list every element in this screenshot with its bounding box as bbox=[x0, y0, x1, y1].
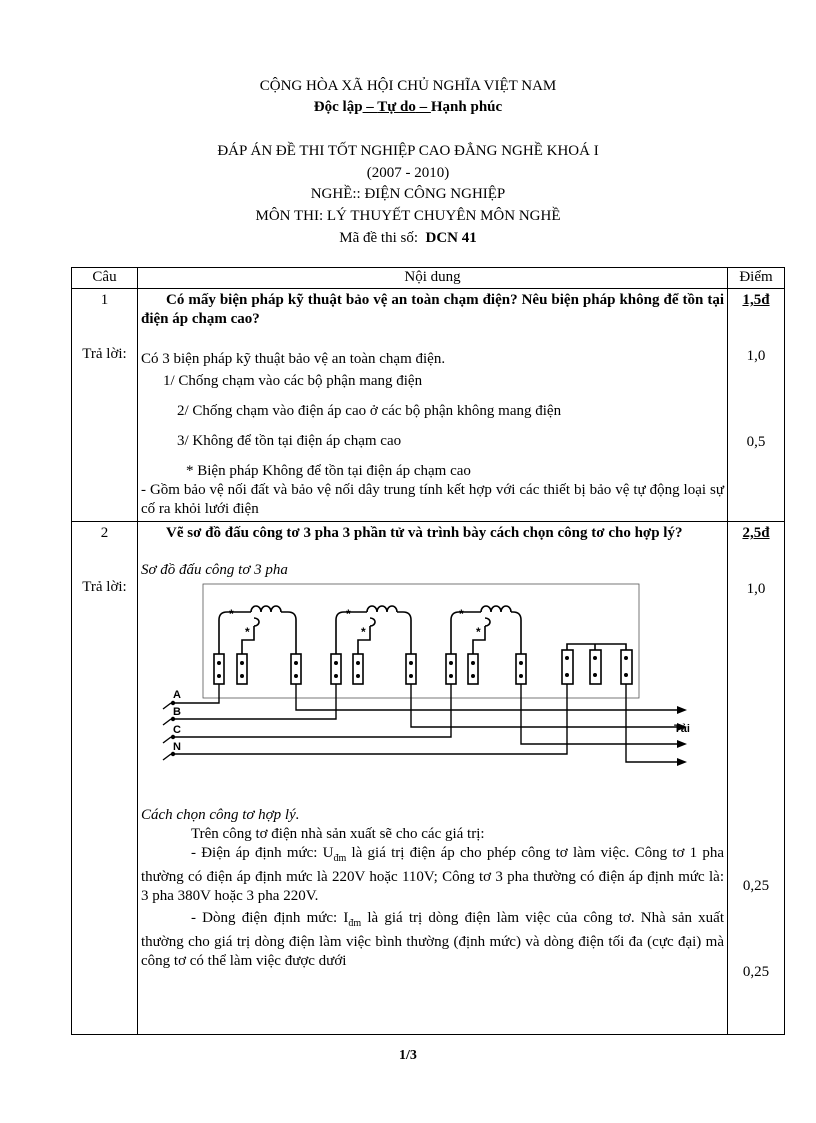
supply-lines bbox=[163, 684, 567, 760]
q2-para-current: - Dòng điện định mức: $I_{đm}$ là giá trị dòng điện làm việc của công tơ. Nhà sản xuất thường cho giá trị dòng điện làm việc bình thường (định mức) và dòng điện tối đa (cực đại) mà công tơ có thể làm việc được dưới bbox=[141, 910, 724, 969]
meter-wiring-diagram bbox=[141, 582, 701, 802]
q2-cell-content bbox=[138, 522, 728, 1035]
line-label-a: A bbox=[173, 689, 181, 701]
q1-cell-score bbox=[728, 289, 785, 522]
line-label-c: C bbox=[173, 724, 181, 736]
polarity-mark-1b: * bbox=[245, 625, 250, 639]
answer-table bbox=[71, 267, 785, 1035]
q1-row bbox=[72, 289, 785, 522]
q2-score-c: 0,25 bbox=[742, 964, 770, 980]
q2-number: 2 bbox=[100, 525, 109, 541]
q2-score-a: 1,0 bbox=[746, 581, 766, 597]
q1-score: 1,5đ bbox=[742, 292, 770, 308]
motto-freedom: Tự do bbox=[377, 99, 416, 115]
col-header-content: Nội dung bbox=[138, 268, 728, 289]
q1-question: Có mấy biện pháp kỹ thuật bảo vệ an toàn chạm điện? Nêu biện pháp không để tồn tại điện áp chạm cao? bbox=[141, 292, 724, 327]
polarity-mark-1a: * bbox=[229, 607, 234, 621]
doc-code bbox=[0, 228, 816, 248]
country-name: CỘNG HÒA XÃ HỘI CHỦ NGHĨA VIỆT NAM bbox=[259, 78, 557, 94]
q2-cell-score bbox=[728, 522, 785, 1035]
load-arrowheads bbox=[677, 706, 687, 766]
q2-score: 2,5đ bbox=[742, 525, 770, 541]
q2-row bbox=[72, 522, 785, 1035]
code-label: Mã đề thi số: bbox=[339, 230, 418, 246]
q2-para-voltage: - Điện áp định mức: $U_{đm}$ là giá trị điện áp cho phép công tơ làm việc. Công tơ 1 pha thường có điện áp định mức là 220V hoặc 110V; Công tơ 3 pha thường có điện áp định mức là: 3 pha 380V hoặc 3 pha 220V. bbox=[141, 845, 724, 904]
motto-sep-2: – bbox=[415, 99, 431, 115]
q1-line-5: * Biện pháp Không để tồn tại điện áp chạm cao bbox=[186, 463, 471, 479]
q2-score-b: 0,25 bbox=[742, 878, 770, 894]
q1-cell-num bbox=[72, 289, 138, 522]
doc-subject: MÔN THI: LÝ THUYẾT CHUYÊN MÔN NGHỀ bbox=[255, 208, 561, 224]
col-header-question: Câu bbox=[72, 268, 138, 289]
polarity-mark-2a: * bbox=[346, 607, 351, 621]
q1-line-1: Có 3 biện pháp kỹ thuật bảo vệ an toàn chạm điện. bbox=[141, 351, 446, 367]
doc-trade: NGHỀ:: ĐIỆN CÔNG NGHIỆP bbox=[310, 186, 506, 202]
q2-intro: Trên công tơ điện nhà sản xuất sẽ cho các giá trị: bbox=[191, 826, 485, 842]
q1-line-2: 1/ Chống chạm vào các bộ phận mang điện bbox=[163, 373, 423, 389]
q1-line-6: - Gồm bảo vệ nối đất và bảo vệ nối dây trung tính kết hợp với các thiết bị bảo vệ tự động loại sự cố ra khỏi lưới điện bbox=[141, 482, 724, 517]
q2-answer-label: Trả lời: bbox=[82, 579, 127, 595]
motto-independence: Độc lập bbox=[313, 99, 363, 115]
col-header-score: Điểm bbox=[728, 268, 785, 289]
motto-sep-1: – bbox=[362, 99, 378, 115]
q1-line-3: 2/ Chống chạm vào điện áp cao ở các bộ phận không mang điện bbox=[177, 403, 562, 419]
q1-number: 1 bbox=[100, 292, 109, 308]
page-number: 1/3 bbox=[399, 1048, 417, 1063]
motto bbox=[0, 97, 816, 117]
line-label-b: B bbox=[173, 706, 181, 718]
q2-cell-num bbox=[72, 522, 138, 1035]
table-header-row bbox=[72, 268, 785, 289]
q1-score-b: 0,5 bbox=[746, 434, 766, 450]
polarity-mark-3a: * bbox=[459, 607, 464, 621]
load-lines bbox=[296, 684, 677, 762]
q2-question: Vẽ sơ đồ đấu công tơ 3 pha 3 phần tử và trình bày cách chọn công tơ cho hợp lý? bbox=[166, 525, 683, 541]
q1-cell-content bbox=[138, 289, 728, 522]
line-label-n: N bbox=[173, 741, 181, 753]
polarity-mark-2b: * bbox=[361, 625, 366, 639]
q1-line-4: 3/ Không để tồn tại điện áp chạm cao bbox=[177, 433, 402, 449]
q2-choose-title: Cách chọn công tơ hợp lý. bbox=[141, 807, 300, 823]
q2-diagram-title: Sơ đồ đấu công tơ 3 pha bbox=[141, 562, 288, 578]
neutral-link bbox=[567, 644, 626, 650]
doc-years: (2007 - 2010) bbox=[366, 165, 450, 181]
polarity-mark-3b: * bbox=[476, 625, 481, 639]
q1-answer-label: Trả lời: bbox=[82, 346, 127, 362]
q1-score-a: 1,0 bbox=[746, 348, 766, 364]
meter-terminals bbox=[214, 650, 632, 684]
terminal-screws bbox=[217, 656, 628, 678]
code-value: DCN 41 bbox=[425, 230, 477, 246]
motto-happiness: Hạnh phúc bbox=[430, 99, 503, 115]
load-label: Tải bbox=[674, 723, 690, 735]
doc-title: ĐÁP ÁN ĐỀ THI TỐT NGHIỆP CAO ĐẲNG NGHỀ KHOÁ I bbox=[217, 143, 599, 159]
